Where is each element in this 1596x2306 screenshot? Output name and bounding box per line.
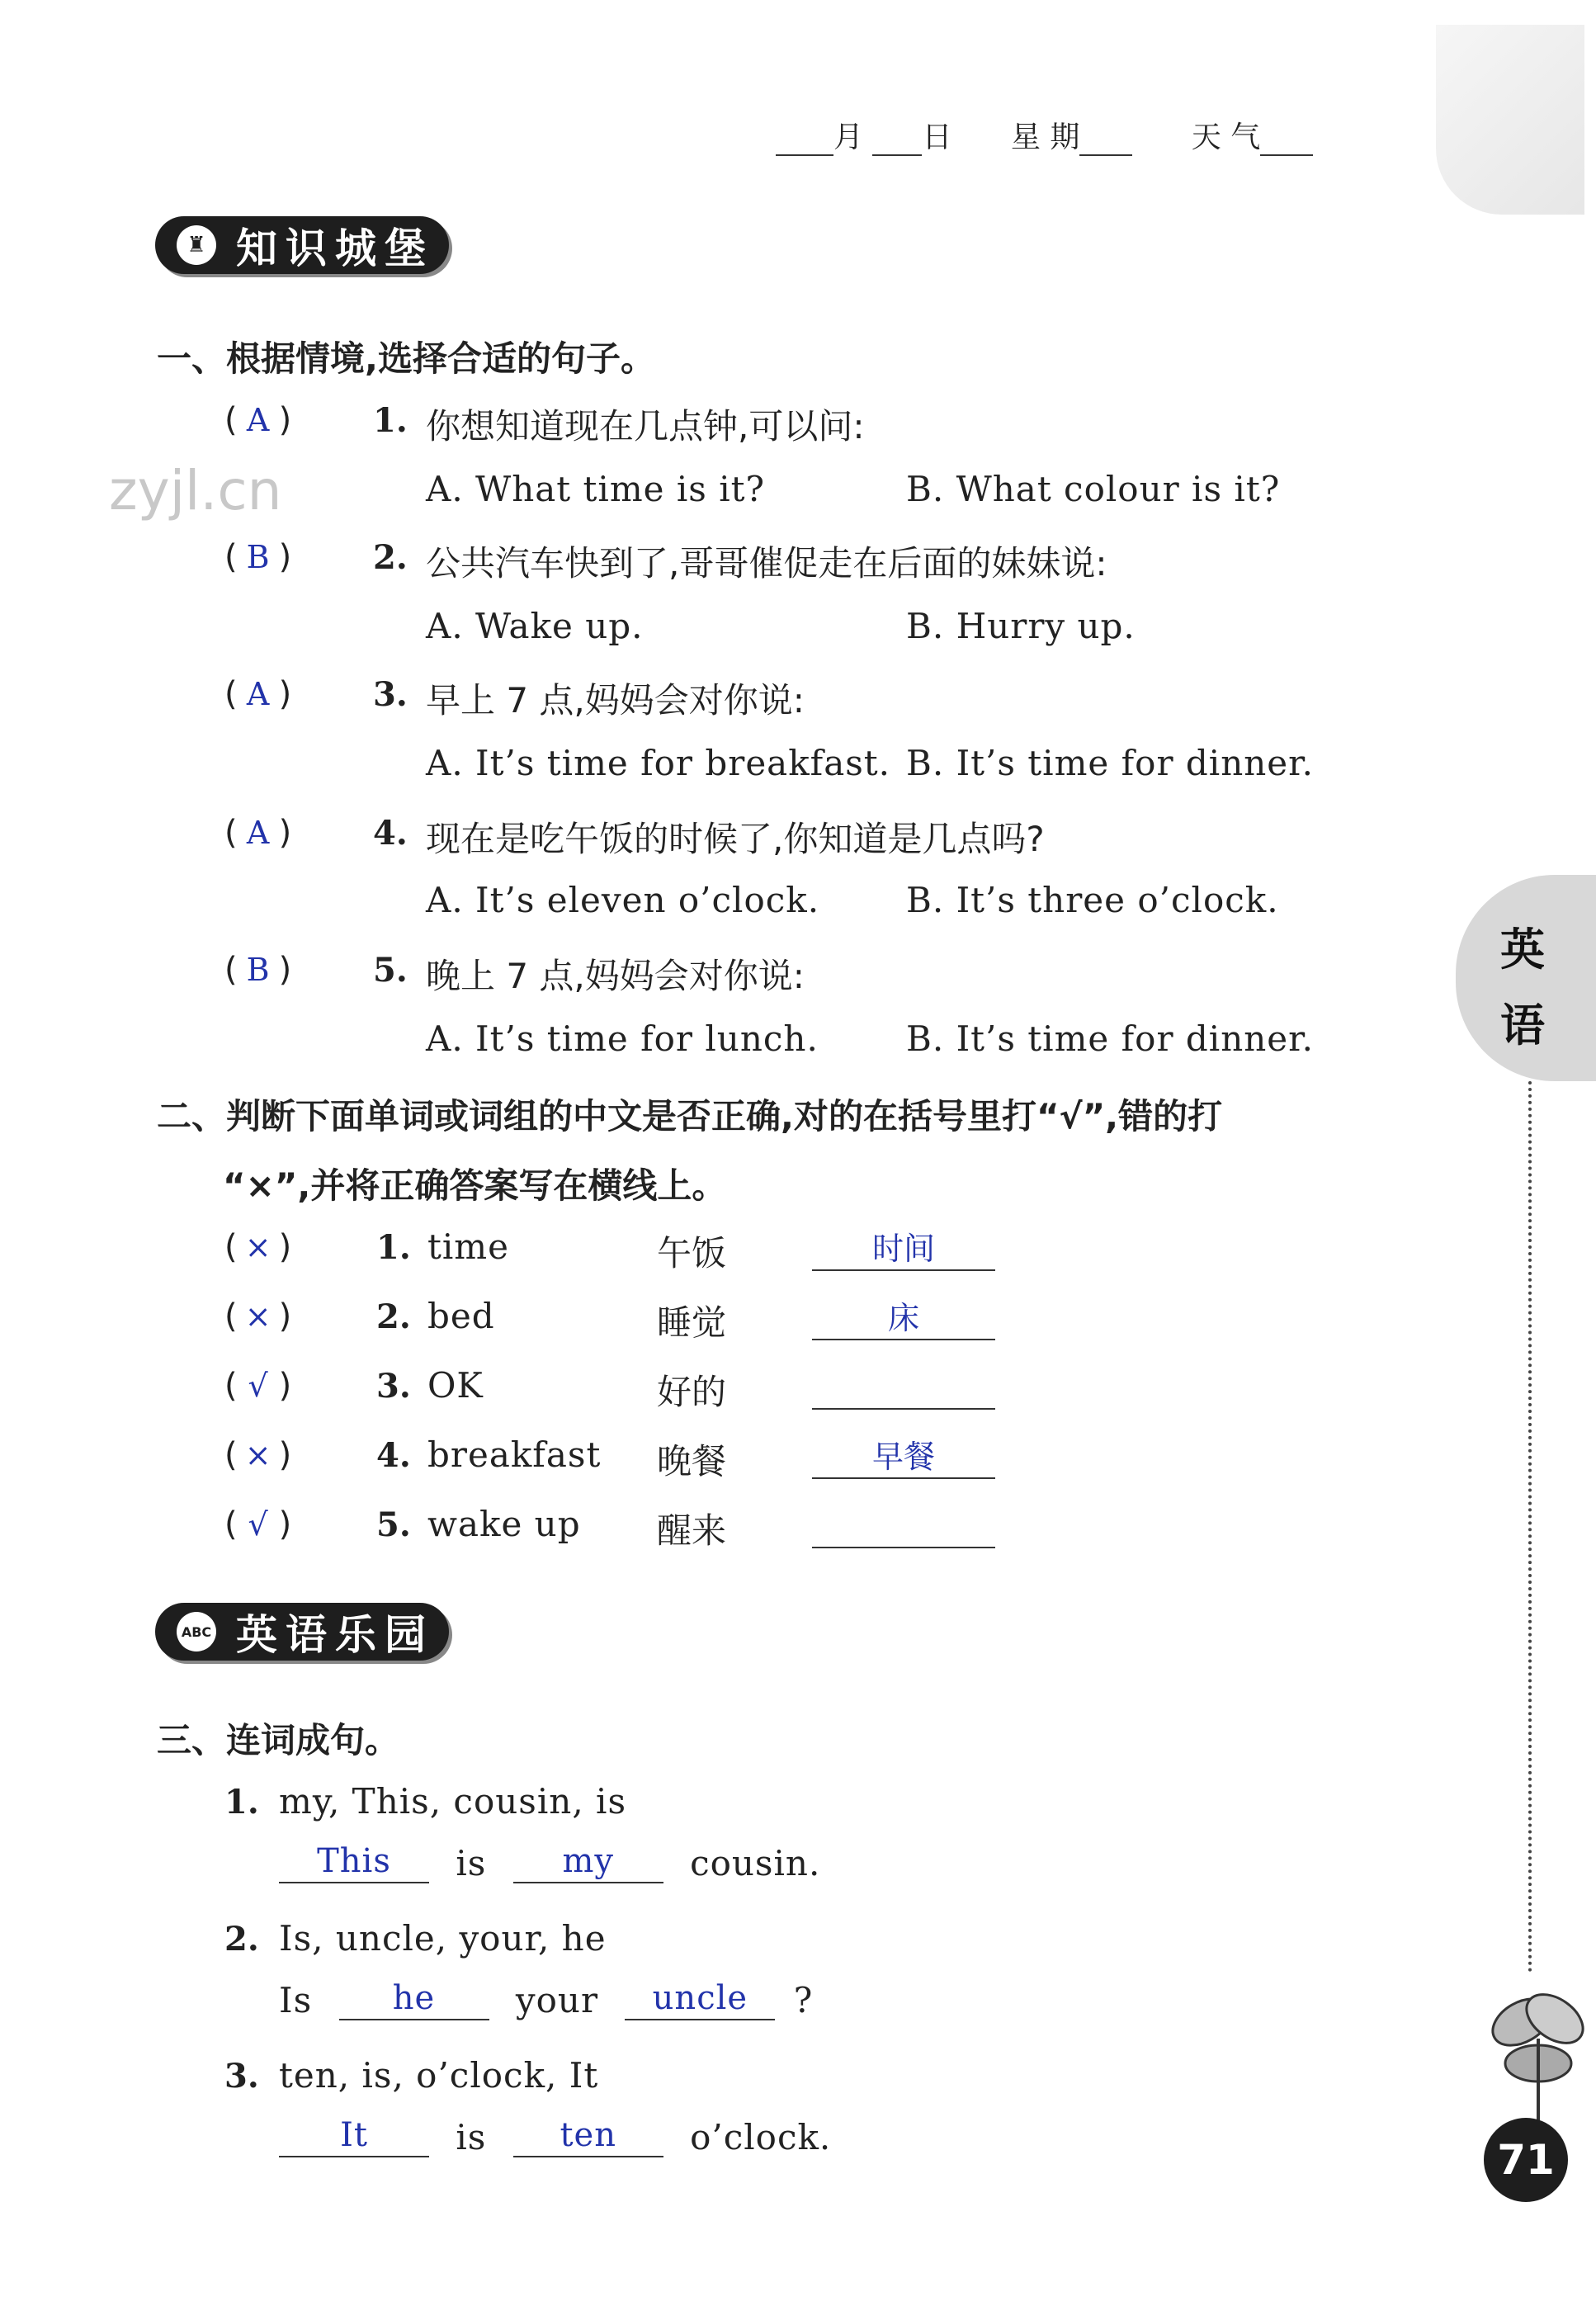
english-paradise-banner — [155, 1603, 449, 1661]
answer-value: B — [246, 539, 270, 575]
english-word: bed — [427, 1296, 495, 1336]
english-word: time — [427, 1226, 509, 1267]
mark-paren: ( × ) — [224, 1436, 292, 1474]
mark-paren: ( × ) — [224, 1297, 292, 1335]
question-number: 2. — [373, 538, 408, 577]
mark-paren: ( √ ) — [224, 1367, 292, 1405]
answer-value: B — [246, 952, 270, 988]
subject-char-1: 英 — [1500, 924, 1545, 976]
month-label: 月 — [833, 120, 864, 154]
section3-title: 三、连词成句。 — [157, 1720, 400, 1760]
chinese-meaning: 睡觉 — [657, 1302, 727, 1343]
castle-icon: ♜ — [177, 225, 216, 265]
chinese-meaning: 醒来 — [657, 1510, 727, 1551]
english-word: wake up — [427, 1504, 581, 1544]
item-number: 3. — [224, 2057, 259, 2096]
answer-sentence — [279, 1841, 820, 1883]
watermark: zyjl.cn — [109, 459, 282, 522]
section2-title-line2: “×”,并将正确答案写在横线上。 — [223, 1165, 727, 1206]
question-text: 现在是吃午饭的时候了,你知道是几点吗? — [426, 819, 1045, 859]
chinese-meaning: 晚餐 — [657, 1441, 727, 1481]
subject-char-2: 语 — [1500, 999, 1545, 1051]
correction-line: 早餐 — [812, 1436, 995, 1479]
answer-blank: ten — [513, 2115, 663, 2157]
option-b: B. It’s three o’clock. — [906, 880, 1279, 920]
answer-blank: my — [513, 1841, 663, 1883]
mark-value: × — [244, 1437, 272, 1473]
answer-blank: he — [339, 1978, 489, 2020]
answer-blank: It — [279, 2115, 429, 2157]
scrambled-words: ten, is, o’clock, It — [279, 2055, 599, 2096]
chinese-meaning: 午饭 — [657, 1233, 727, 1273]
sentence-word: is — [456, 2117, 487, 2157]
item-number: 2. — [376, 1297, 411, 1336]
question-number: 5. — [373, 951, 408, 990]
mark-paren: ( × ) — [224, 1228, 292, 1266]
abc-icon: ABC — [177, 1612, 216, 1652]
question-number: 1. — [373, 401, 408, 440]
question-text: 你想知道现在几点钟,可以问: — [426, 406, 865, 447]
scrambled-words: Is, uncle, your, he — [279, 1918, 607, 1959]
answer-paren: ( A ) — [224, 675, 292, 713]
correction-line — [812, 1367, 995, 1410]
sentence-word: is — [456, 1843, 487, 1883]
mark-paren: ( √ ) — [224, 1505, 292, 1543]
option-b: B. Hurry up. — [906, 606, 1136, 646]
sentence-end: o’clock. — [690, 2117, 832, 2157]
date-header — [776, 114, 1313, 156]
answer-paren: ( A ) — [224, 814, 292, 852]
item-number: 3. — [376, 1367, 411, 1406]
answer-value: A — [246, 402, 270, 438]
question-text: 晚上 7 点,妈妈会对你说: — [426, 956, 805, 996]
mark-value: × — [244, 1229, 272, 1265]
answer-paren: ( B ) — [224, 538, 292, 576]
correction-line — [812, 1505, 995, 1548]
sidebar-dotted-line — [1528, 1081, 1532, 1973]
knowledge-castle-banner — [155, 216, 449, 274]
option-a: A. It’s time for lunch. — [426, 1018, 819, 1059]
item-number: 5. — [376, 1505, 411, 1544]
correction-line: 床 — [812, 1297, 995, 1340]
scrambled-words: my, This, cousin, is — [279, 1781, 627, 1822]
english-word: breakfast — [427, 1434, 602, 1475]
question-text: 公共汽车快到了,哥哥催促走在后面的妹妹说: — [426, 543, 1107, 584]
section2-title-line1: 二、判断下面单词或词组的中文是否正确,对的在括号里打“√”,错的打 — [157, 1096, 1223, 1136]
option-a: A. Wake up. — [426, 606, 644, 646]
page-number: 71 — [1497, 2136, 1555, 2184]
mark-value: × — [244, 1298, 272, 1335]
answer-blank: uncle — [625, 1978, 775, 2020]
page-corner-decoration — [1436, 25, 1584, 215]
banner-title: 英语乐园 — [236, 1611, 434, 1659]
leaf-decoration — [1476, 1973, 1596, 2133]
sentence-word: your — [515, 1980, 599, 2020]
banner-title: 知识城堡 — [236, 224, 434, 272]
day-label: 日 — [922, 120, 952, 154]
item-number: 1. — [376, 1228, 411, 1267]
option-b: B. What colour is it? — [906, 469, 1281, 509]
option-a: A. It’s eleven o’clock. — [426, 880, 820, 920]
item-number: 2. — [224, 1920, 259, 1959]
sentence-start: Is — [279, 1980, 313, 2020]
question-number: 3. — [373, 675, 408, 714]
answer-blank: This — [279, 1841, 429, 1883]
sentence-end: ? — [793, 1980, 814, 2020]
english-word: OK — [427, 1365, 484, 1406]
item-number: 1. — [224, 1783, 259, 1822]
page-number-badge — [1484, 2118, 1568, 2202]
question-text: 早上 7 点,妈妈会对你说: — [426, 680, 805, 721]
weekday-label: 星 期 — [1010, 120, 1080, 154]
answer-sentence — [279, 1978, 813, 2020]
section1-title: 一、根据情境,选择合适的句子。 — [157, 338, 655, 379]
chinese-meaning: 好的 — [657, 1372, 727, 1412]
answer-value: A — [246, 676, 270, 712]
option-a: A. What time is it? — [426, 469, 766, 509]
item-number: 4. — [376, 1436, 411, 1475]
mark-value: √ — [248, 1368, 268, 1404]
weather-label: 天 气 — [1191, 120, 1261, 154]
answer-paren: ( A ) — [224, 401, 292, 439]
question-number: 4. — [373, 814, 408, 853]
answer-value: A — [246, 815, 270, 851]
option-b: B. It’s time for dinner. — [906, 743, 1314, 783]
mark-value: √ — [248, 1506, 268, 1543]
option-a: A. It’s time for breakfast. — [426, 743, 891, 783]
correction-line: 时间 — [812, 1228, 995, 1271]
answer-sentence — [279, 2115, 831, 2157]
answer-paren: ( B ) — [224, 951, 292, 989]
option-b: B. It’s time for dinner. — [906, 1018, 1314, 1059]
sentence-end: cousin. — [690, 1843, 821, 1883]
